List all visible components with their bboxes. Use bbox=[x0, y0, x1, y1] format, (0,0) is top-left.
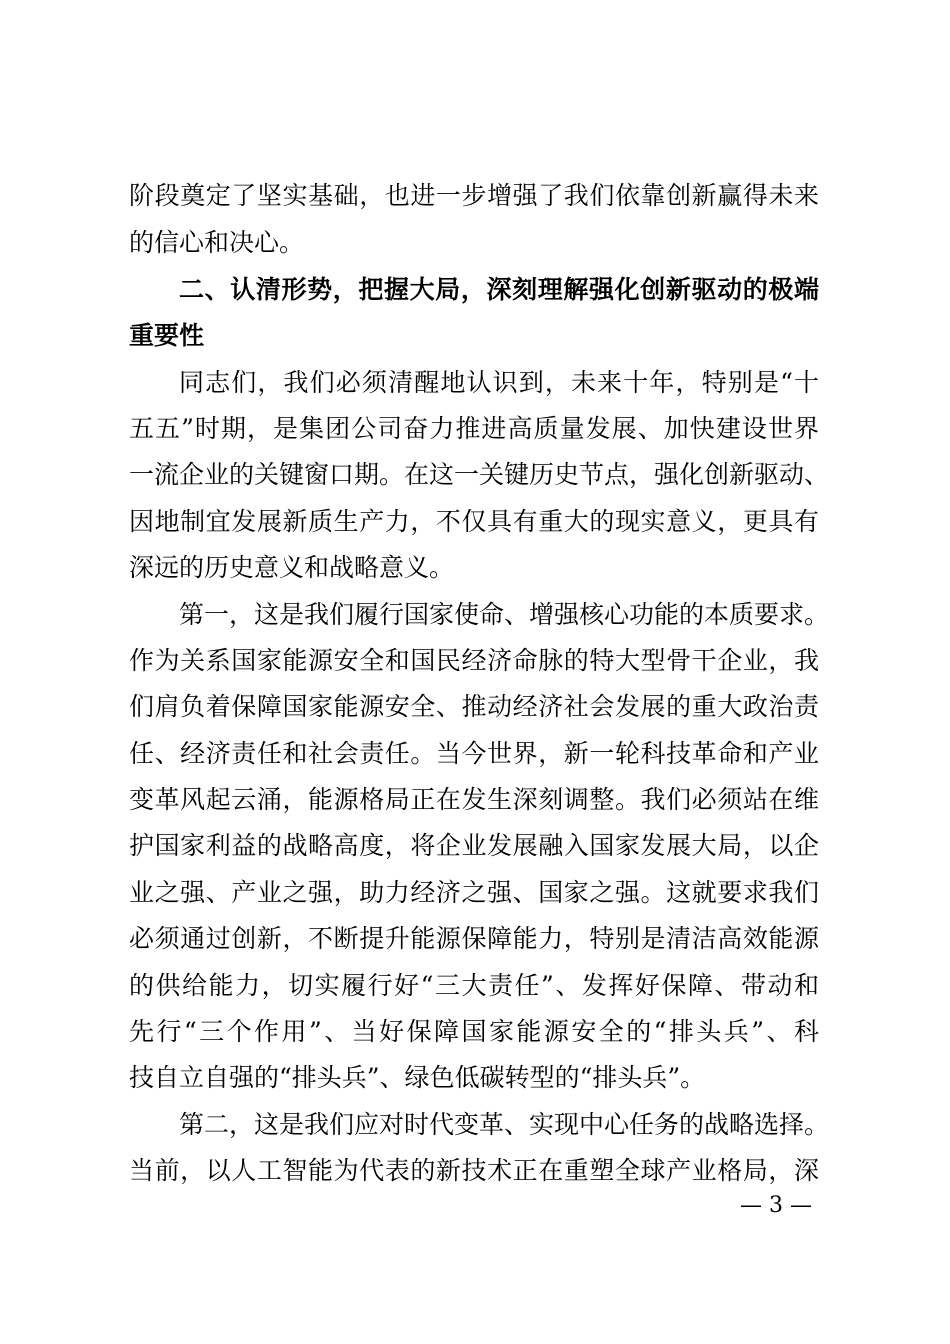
body-line-4: 五五”时期，是集团公司奋力推进高质量发展、加快建设世界 bbox=[129, 414, 819, 443]
body-line-16: 的供给能力，切实履行好“三大责任”、发挥好保障、带动和 bbox=[129, 971, 819, 1000]
body-line-18: 技自立自强的“排头兵”、绿色低碳转型的“排头兵”。 bbox=[129, 1063, 706, 1092]
body-line-11: 任、经济责任和社会责任。当今世界，新一轮科技革命和产业 bbox=[129, 739, 819, 768]
body-line-15: 必须通过创新，不断提升能源保障能力，特别是清洁高效能源 bbox=[129, 924, 819, 953]
body-line-17: 先行“三个作用”、当好保障国家能源安全的“排头兵”、科 bbox=[129, 1017, 819, 1046]
body-line-14: 业之强、产业之强，助力经济之强、国家之强。这就要求我们 bbox=[129, 878, 819, 907]
body-line-2: 的信心和决心。 bbox=[129, 228, 305, 257]
body-line-10: 们肩负着保障国家能源安全、推动经济社会发展的重大政治责 bbox=[129, 692, 819, 721]
section-heading-line-2: 重要性 bbox=[129, 321, 205, 350]
body-line-19: 第二，这是我们应对时代变革、实现中心任务的战略选择。 bbox=[179, 1110, 830, 1139]
body-line-8: 第一，这是我们履行国家使命、增强核心功能的本质要求。 bbox=[179, 600, 830, 629]
body-line-20: 当前，以人工智能为代表的新技术正在重塑全球产业格局，深 bbox=[129, 1156, 819, 1185]
page-number: — 3 — bbox=[740, 1193, 812, 1218]
body-line-1: 阶段奠定了坚实基础，也进一步增强了我们依靠创新赢得未来 bbox=[129, 181, 819, 210]
body-line-12: 变革风起云涌，能源格局正在发生深刻调整。我们必须站在维 bbox=[129, 785, 819, 814]
body-line-7: 深远的历史意义和战略意义。 bbox=[129, 553, 455, 582]
section-heading-line-1: 二、认清形势，把握大局，深刻理解强化创新驱动的极端 bbox=[179, 275, 819, 304]
body-line-13: 护国家利益的战略高度，将企业发展融入国家发展大局，以企 bbox=[129, 831, 819, 860]
body-line-6: 因地制宜发展新质生产力，不仅具有重大的现实意义，更具有 bbox=[129, 507, 819, 536]
body-line-3: 同志们，我们必须清醒地认识到，未来十年，特别是“十 bbox=[179, 368, 819, 397]
body-line-9: 作为关系国家能源安全和国民经济命脉的特大型骨干企业，我 bbox=[129, 646, 819, 675]
body-line-5: 一流企业的关键窗口期。在这一关键历史节点，强化创新驱动、 bbox=[129, 460, 830, 489]
